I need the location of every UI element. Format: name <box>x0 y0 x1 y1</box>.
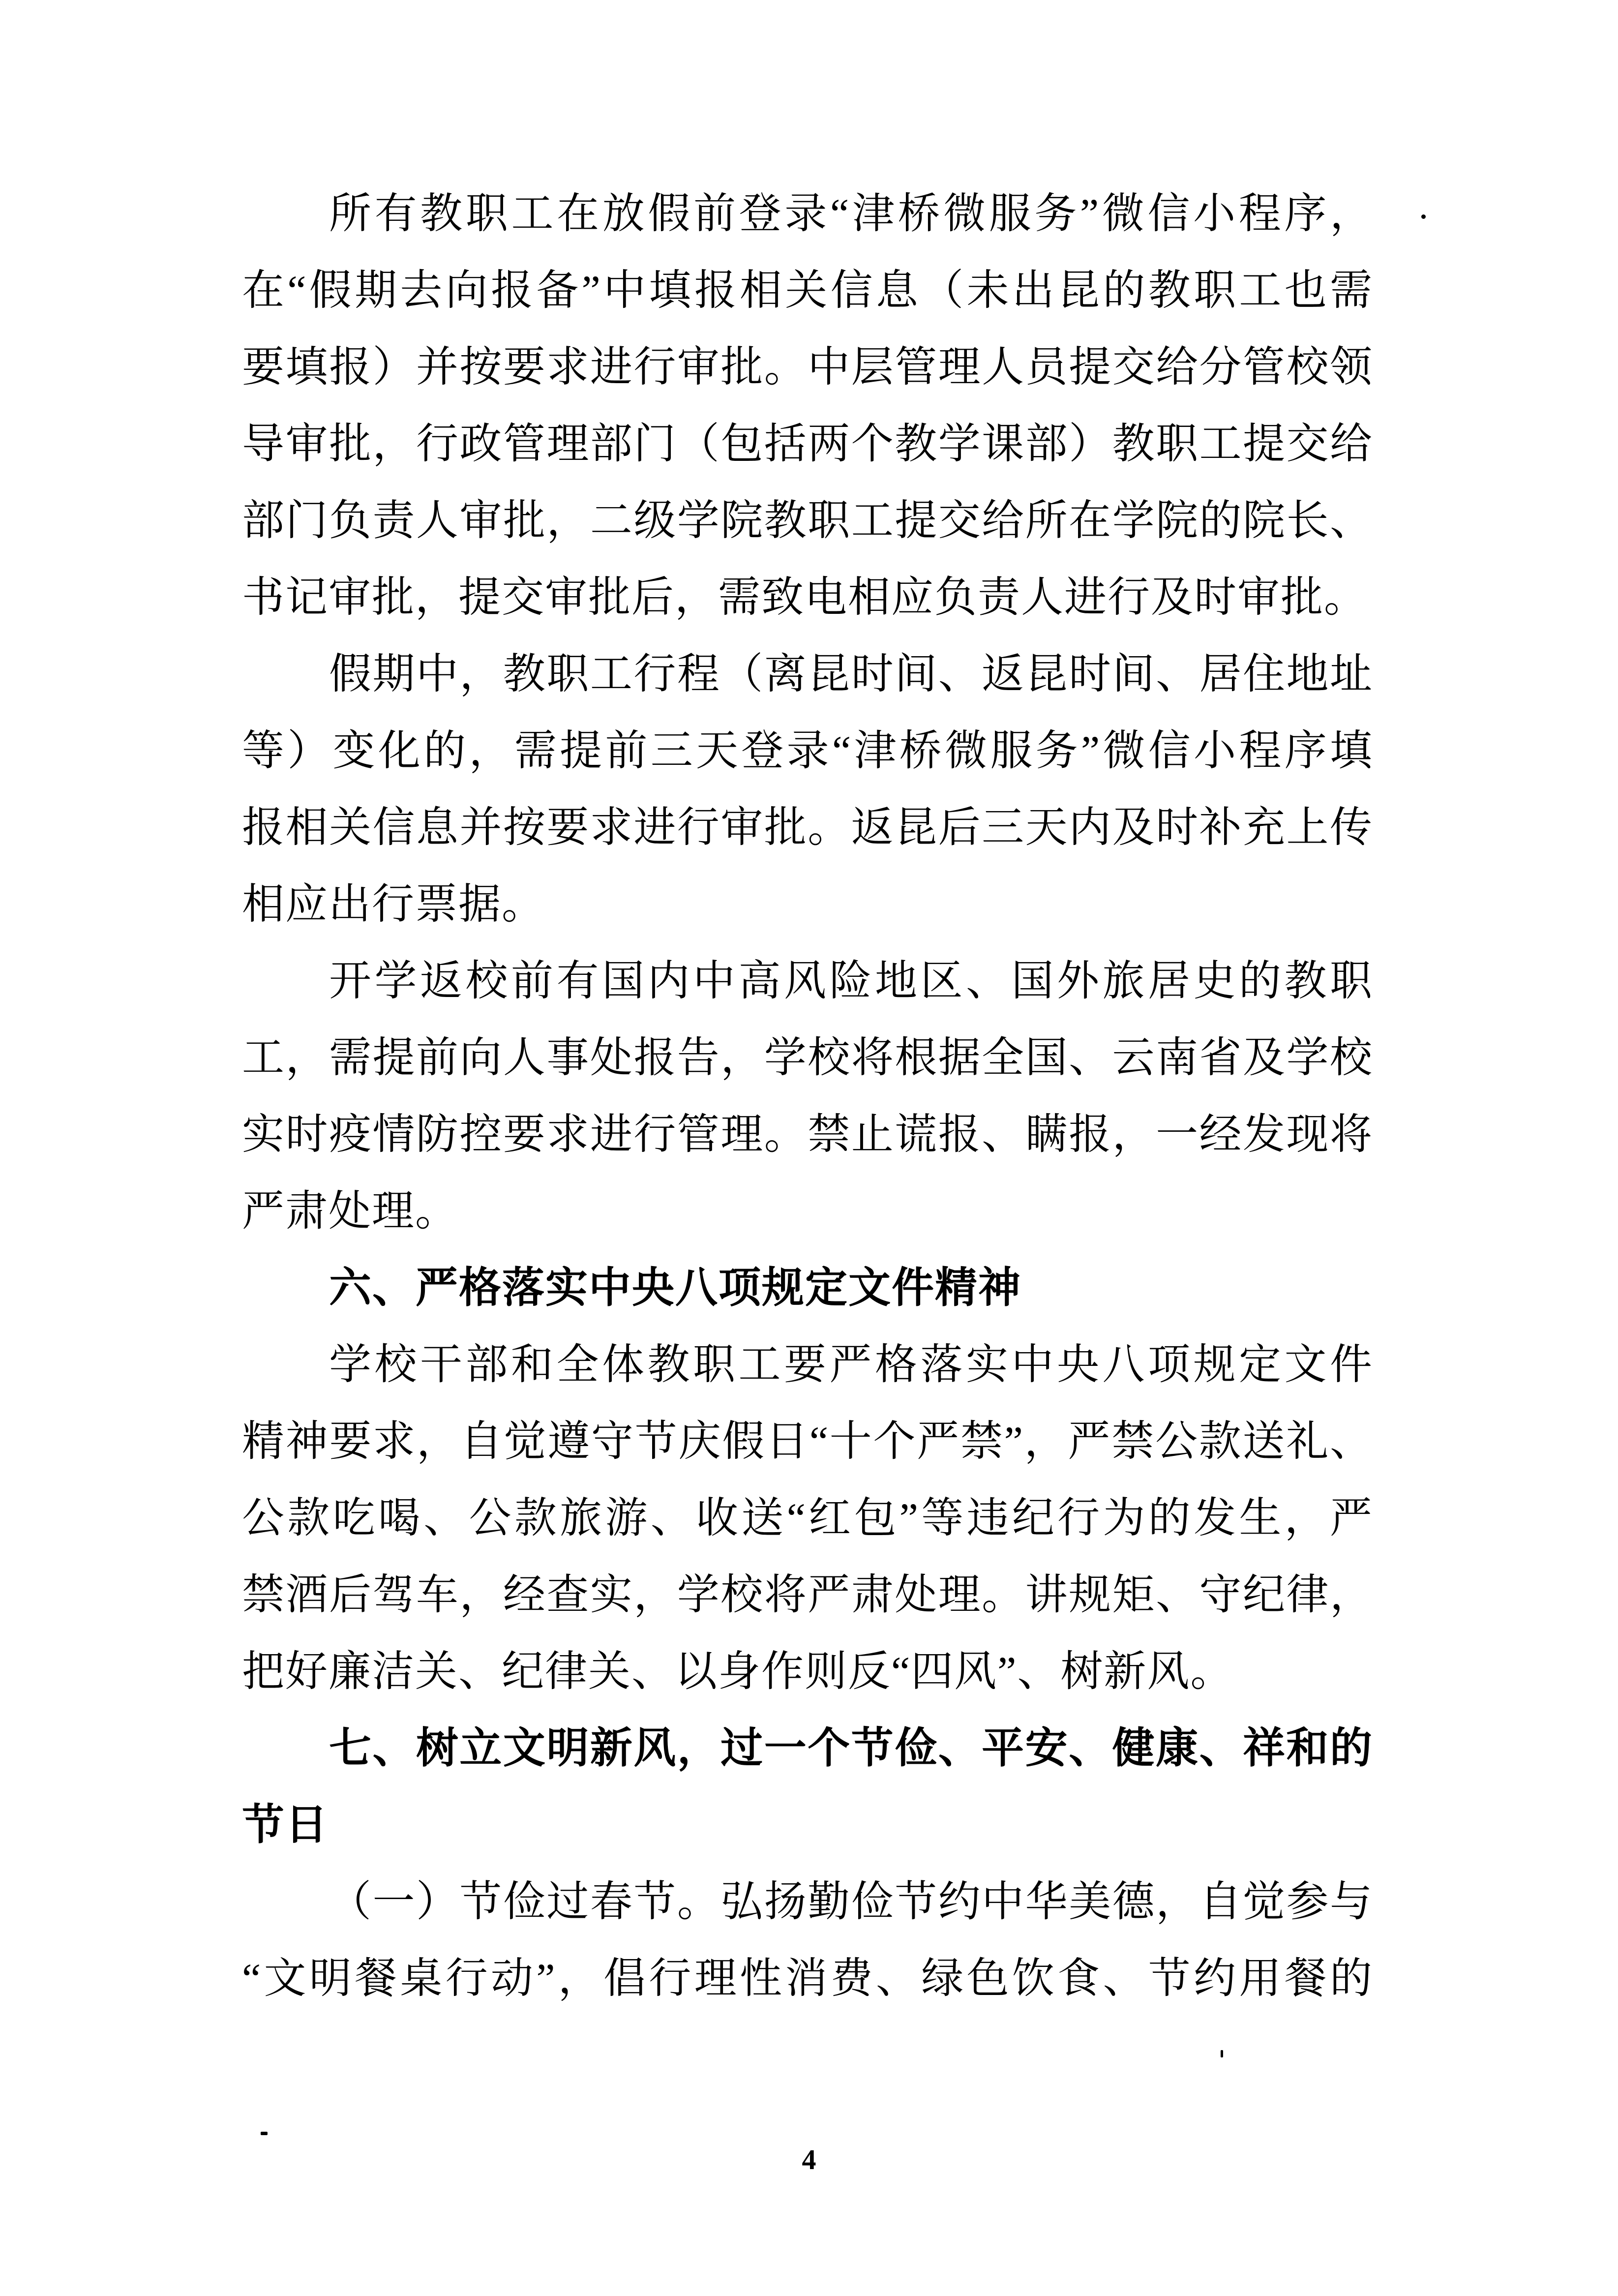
text-line: 书记审批，提交审批后，需致电相应负责人进行及时审批。 <box>242 574 1367 621</box>
text-line: 在“假期去向报备”中填报相关信息（未出昆的教职工也需 <box>242 267 1373 314</box>
text-line: 实时疫情防控要求进行管理。禁止谎报、瞒报，一经发现将 <box>242 1111 1373 1158</box>
text-line: 相应出行票据。 <box>242 880 545 928</box>
section-heading-six: 六、严格落实中央八项规定文件精神 <box>329 1264 1021 1311</box>
text-line: （一）节俭过春节。弘扬勤俭节约中华美德，自觉参与 <box>329 1878 1373 1925</box>
text-line: 导审批，行政管理部门（包括两个教学课部）教职工提交给 <box>242 420 1373 467</box>
text-line: 要填报）并按要求进行审批。中层管理人员提交给分管校领 <box>242 343 1373 391</box>
text-line: 等）变化的，需提前三天登录“津桥微服务”微信小程序填 <box>242 727 1373 774</box>
text-line: 假期中，教职工行程（离昆时间、返昆时间、居住地址 <box>329 650 1373 697</box>
text-line: 禁酒后驾车，经查实，学校将严肃处理。讲规矩、守纪律， <box>242 1571 1373 1618</box>
text-line: 严肃处理。 <box>242 1187 458 1235</box>
text-line: “文明餐桌行动”，倡行理性消费、绿色饮食、节约用餐的 <box>242 1955 1373 2002</box>
section-heading-seven-line-2: 节日 <box>242 1801 329 1848</box>
text-line: 所有教职工在放假前登录“津桥微服务”微信小程序， <box>329 190 1373 237</box>
section-heading-seven-line-1: 七、树立文明新风，过一个节俭、平安、健康、祥和的 <box>329 1724 1373 1772</box>
text-line: 学校干部和全体教职工要严格落实中央八项规定文件 <box>329 1341 1373 1388</box>
text-line: 把好廉洁关、纪律关、以身作则反“四风”、树新风。 <box>242 1648 1234 1695</box>
text-line: 公款吃喝、公款旅游、收送“红包”等违纪行为的发生，严 <box>242 1494 1373 1541</box>
text-line: 精神要求，自觉遵守节庆假日“十个严禁”，严禁公款送礼、 <box>242 1418 1373 1465</box>
page-number: 4 <box>802 2144 816 2175</box>
scan-artifact-tick <box>261 2132 268 2135</box>
text-line: 开学返校前有国内中高风险地区、国外旅居史的教职 <box>329 957 1373 1004</box>
text-line: 工，需提前向人事处报告，学校将根据全国、云南省及学校 <box>242 1034 1373 1081</box>
text-line: 部门负责人审批，二级学院教职工提交给所在学院的院长、 <box>242 497 1373 544</box>
text-line: 报相关信息并按要求进行审批。返昆后三天内及时补充上传 <box>242 804 1373 851</box>
scan-artifact-tick <box>1221 2050 1223 2057</box>
document-text-block <box>242 175 1373 2017</box>
scan-artifact-dot <box>1421 214 1426 219</box>
